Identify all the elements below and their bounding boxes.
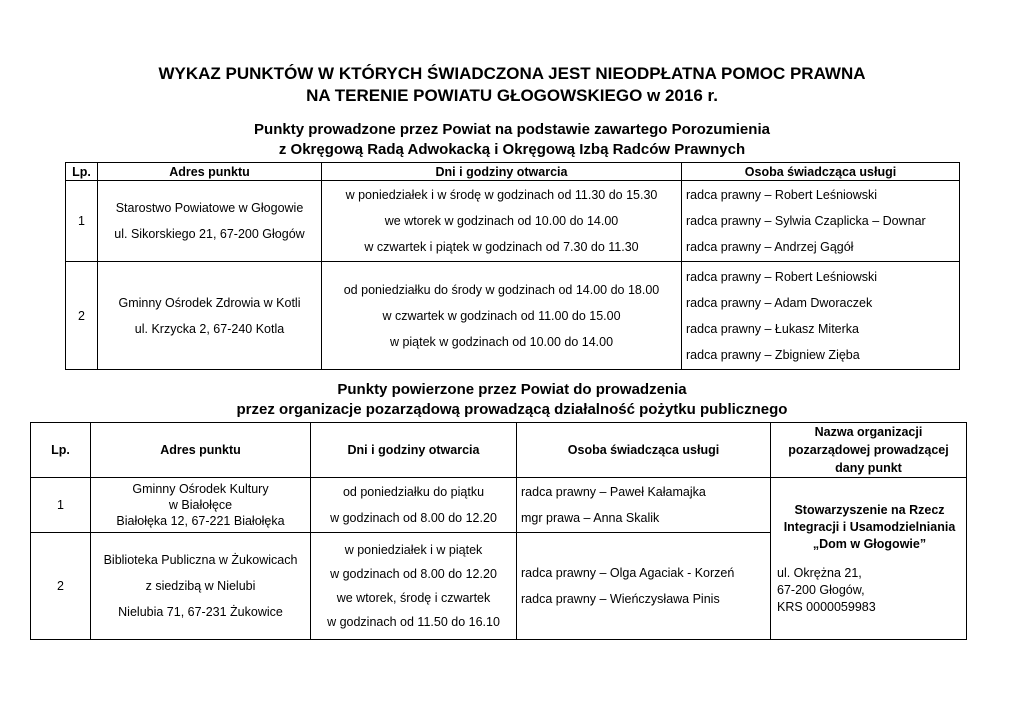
table-header-row <box>66 163 960 181</box>
hours-line: w poniedziałek i w piątek <box>344 543 483 557</box>
hours-line: w godzinach od 11.50 do 16.10 <box>327 615 500 629</box>
hours-line: w piątek w godzinach od 10.00 do 14.00 <box>389 334 614 349</box>
header-person: Osoba świadcząca usługi <box>682 163 960 181</box>
table-row <box>31 478 967 533</box>
header-address: Adres punktu <box>98 163 322 181</box>
address-line: Gminny Ośrodek Zdrowia w Kotli <box>118 295 301 310</box>
row-hours <box>322 181 682 262</box>
row-address <box>91 533 311 640</box>
header-organization: Nazwa organizacji pozarządowej prowadzącej dany punkt <box>771 423 967 478</box>
section2-table <box>30 422 967 640</box>
person-line: radca prawny – Robert Leśniowski <box>686 188 878 202</box>
organization-cell <box>771 478 967 640</box>
person-line: radca prawny – Zbigniew Zięba <box>686 347 860 362</box>
row-lp: 1 <box>66 181 98 262</box>
header-lp: Lp. <box>66 163 98 181</box>
row-lp: 2 <box>31 533 91 640</box>
hours-line: w godzinach od 8.00 do 12.20 <box>330 567 497 581</box>
table-header-row <box>31 423 967 478</box>
person-line: radca prawny – Andrzej Gągół <box>686 240 854 254</box>
hours-line: w godzinach od 8.00 do 12.20 <box>330 511 497 525</box>
organization-krs: KRS 0000059983 <box>777 599 876 614</box>
hours-line: w czwartek w godzinach od 11.00 do 15.00 <box>382 308 621 323</box>
header-hours: Dni i godziny otwarcia <box>322 163 682 181</box>
address-line: ul. Sikorskiego 21, 67-200 Głogów <box>114 227 305 241</box>
header-hours: Dni i godziny otwarcia <box>311 423 517 478</box>
address-line: Nielubia 71, 67-231 Żukowice <box>118 605 283 619</box>
section1-heading-line-1: Punkty prowadzone przez Powiat na podstawie zawartego Porozumienia <box>254 121 770 138</box>
table-row <box>66 181 960 262</box>
address-line: Biblioteka Publiczna w Żukowicach <box>103 553 298 567</box>
section2-heading-line-2: przez organizacje pozarządową prowadzącą działalność pożytku publicznego <box>236 401 788 418</box>
person-line: radca prawny – Sylwia Czaplicka – Downar <box>686 214 926 228</box>
row-address <box>98 181 322 262</box>
organization-address-line: ul. Okrężna 21, <box>777 565 862 580</box>
hours-line: od poniedziałku do środy w godzinach od 14.00 do 18.00 <box>343 282 660 297</box>
hours-line: we wtorek w godzinach od 10.00 do 14.00 <box>384 214 619 228</box>
hours-line: we wtorek, środę i czwartek <box>336 591 491 605</box>
hours-line: w czwartek i piątek w godzinach od 7.30 do 11.30 <box>364 240 639 254</box>
document-title-line-1: WYKAZ PUNKTÓW W KTÓRYCH ŚWIADCZONA JEST NIEODPŁATNA POMOC PRAWNA <box>158 64 866 83</box>
section1-table <box>65 162 960 370</box>
header-address: Adres punktu <box>91 423 311 478</box>
table-row <box>66 262 960 370</box>
person-line: mgr prawa – Anna Skalik <box>521 511 660 525</box>
person-line: radca prawny – Adam Dworaczek <box>686 295 873 310</box>
address-line: Gminny Ośrodek Kultury <box>132 482 269 496</box>
section2-heading-line-1: Punkty powierzone przez Powiat do prowadzenia <box>337 381 687 398</box>
hours-line: w poniedziałek i w środę w godzinach od 11.30 do 15.30 <box>345 188 658 202</box>
row-hours <box>311 478 517 533</box>
address-line: z siedzibą w Nielubi <box>145 579 256 593</box>
row-lp: 1 <box>31 478 91 533</box>
hours-line: od poniedziałku do piątku <box>342 485 485 499</box>
person-line: radca prawny – Paweł Kałamajka <box>521 485 706 499</box>
person-line: radca prawny – Olga Agaciak - Korzeń <box>521 566 735 580</box>
address-line: w Białołęce <box>168 498 233 512</box>
address-line: ul. Krzycka 2, 67-240 Kotla <box>134 321 285 336</box>
section1-heading-line-2: z Okręgową Radą Adwokacką i Okręgową Izbą Radców Prawnych <box>278 141 746 158</box>
row-persons <box>682 181 960 262</box>
row-persons <box>517 533 771 640</box>
header-lp: Lp. <box>31 423 91 478</box>
row-address <box>91 478 311 533</box>
address-line: Białołęka 12, 67-221 Białołęka <box>116 514 285 528</box>
row-hours <box>311 533 517 640</box>
address-line: Starostwo Powiatowe w Głogowie <box>115 201 304 215</box>
row-persons <box>682 262 960 370</box>
row-address <box>98 262 322 370</box>
document-title-line-2: NA TERENIE POWIATU GŁOGOWSKIEGO w 2016 r. <box>306 86 718 105</box>
organization-name: Stowarzyszenie na Rzecz Integracji i Usamodzielniania „Dom w Głogowie” <box>783 502 956 551</box>
person-line: radca prawny – Wieńczysława Pinis <box>521 592 720 606</box>
header-person: Osoba świadcząca usługi <box>517 423 771 478</box>
person-line: radca prawny – Łukasz Miterka <box>686 321 859 336</box>
row-persons <box>517 478 771 533</box>
organization-address-line: 67-200 Głogów, <box>777 582 865 597</box>
row-lp: 2 <box>66 262 98 370</box>
row-hours <box>322 262 682 370</box>
person-line: radca prawny – Robert Leśniowski <box>686 269 878 284</box>
